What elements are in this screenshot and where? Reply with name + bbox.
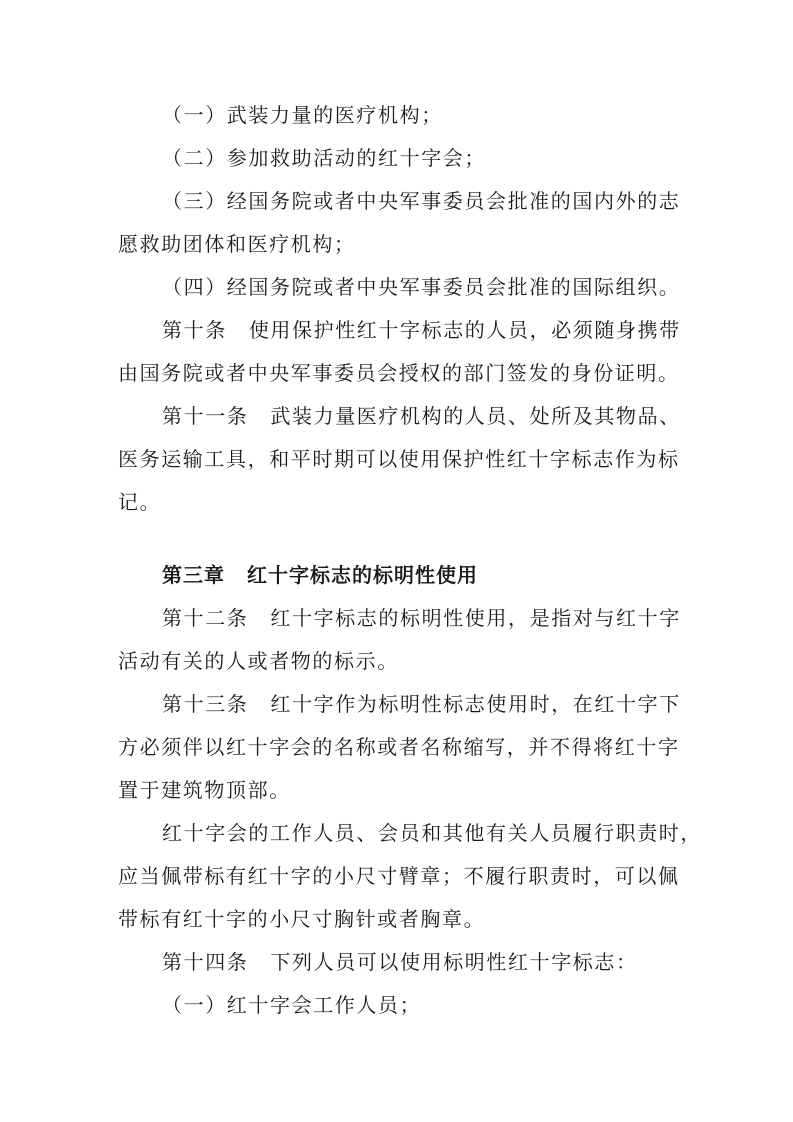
article-14: [162, 950, 732, 974]
article-label: 第十三条: [162, 692, 249, 716]
article-text-line: 置于建筑物顶部。: [118, 778, 291, 802]
chapter-heading: [162, 563, 732, 587]
article-text-line: 由国务院或者中央军事委员会授权的部门签发的身份证明。: [118, 361, 680, 385]
list-item: （二）参加救助活动的红十字会；: [162, 146, 486, 170]
article-text: 武装力量医疗机构的人员、处所及其物品、: [270, 404, 681, 428]
list-item: （三）经国务院或者中央军事委员会批准的国内外的志: [162, 189, 681, 213]
article-12: [162, 606, 732, 630]
article-text-line: 活动有关的人或者物的标示。: [118, 649, 399, 673]
article-text: 红十字作为标明性标志使用时，在红十字下: [270, 692, 681, 716]
article-label: 第十四条: [162, 950, 249, 974]
article-text: 红十字标志的标明性使用，是指对与红十字: [270, 606, 681, 630]
list-item-continuation: 愿救助团体和医疗机构；: [118, 232, 356, 256]
article-label: 第十一条: [162, 404, 249, 428]
article-text-line: 记。: [118, 490, 162, 514]
paragraph-line: 应当佩带标有红十字的小尺寸臂章；不履行职责时，可以佩: [118, 864, 680, 888]
article-text: 下列人员可以使用标明性红十字标志：: [270, 950, 638, 974]
paragraph-line: 带标有红十字的小尺寸胸针或者胸章。: [118, 907, 486, 931]
chapter-label: 第三章: [162, 563, 225, 587]
article-11: [162, 404, 732, 428]
article-label: 第十二条: [162, 606, 249, 630]
list-item: （一）红十字会工作人员；: [162, 993, 422, 1017]
list-item: （一）武装力量的医疗机构；: [162, 103, 443, 127]
paragraph-line: 红十字会的工作人员、会员和其他有关人员履行职责时，: [162, 821, 702, 845]
article-10: [162, 318, 732, 342]
list-item: （四）经国务院或者中央军事委员会批准的国际组织。: [162, 275, 681, 299]
article-13: [162, 692, 732, 716]
chapter-title: 红十字标志的标明性使用: [247, 563, 478, 587]
article-text: 使用保护性红十字标志的人员，必须随身携带: [248, 318, 681, 342]
article-text-line: 方必须伴以红十字会的名称或者名称缩写，并不得将红十字: [118, 735, 680, 759]
article-label: 第十条: [162, 318, 227, 342]
article-text-line: 医务运输工具，和平时期可以使用保护性红十字标志作为标: [118, 447, 680, 471]
